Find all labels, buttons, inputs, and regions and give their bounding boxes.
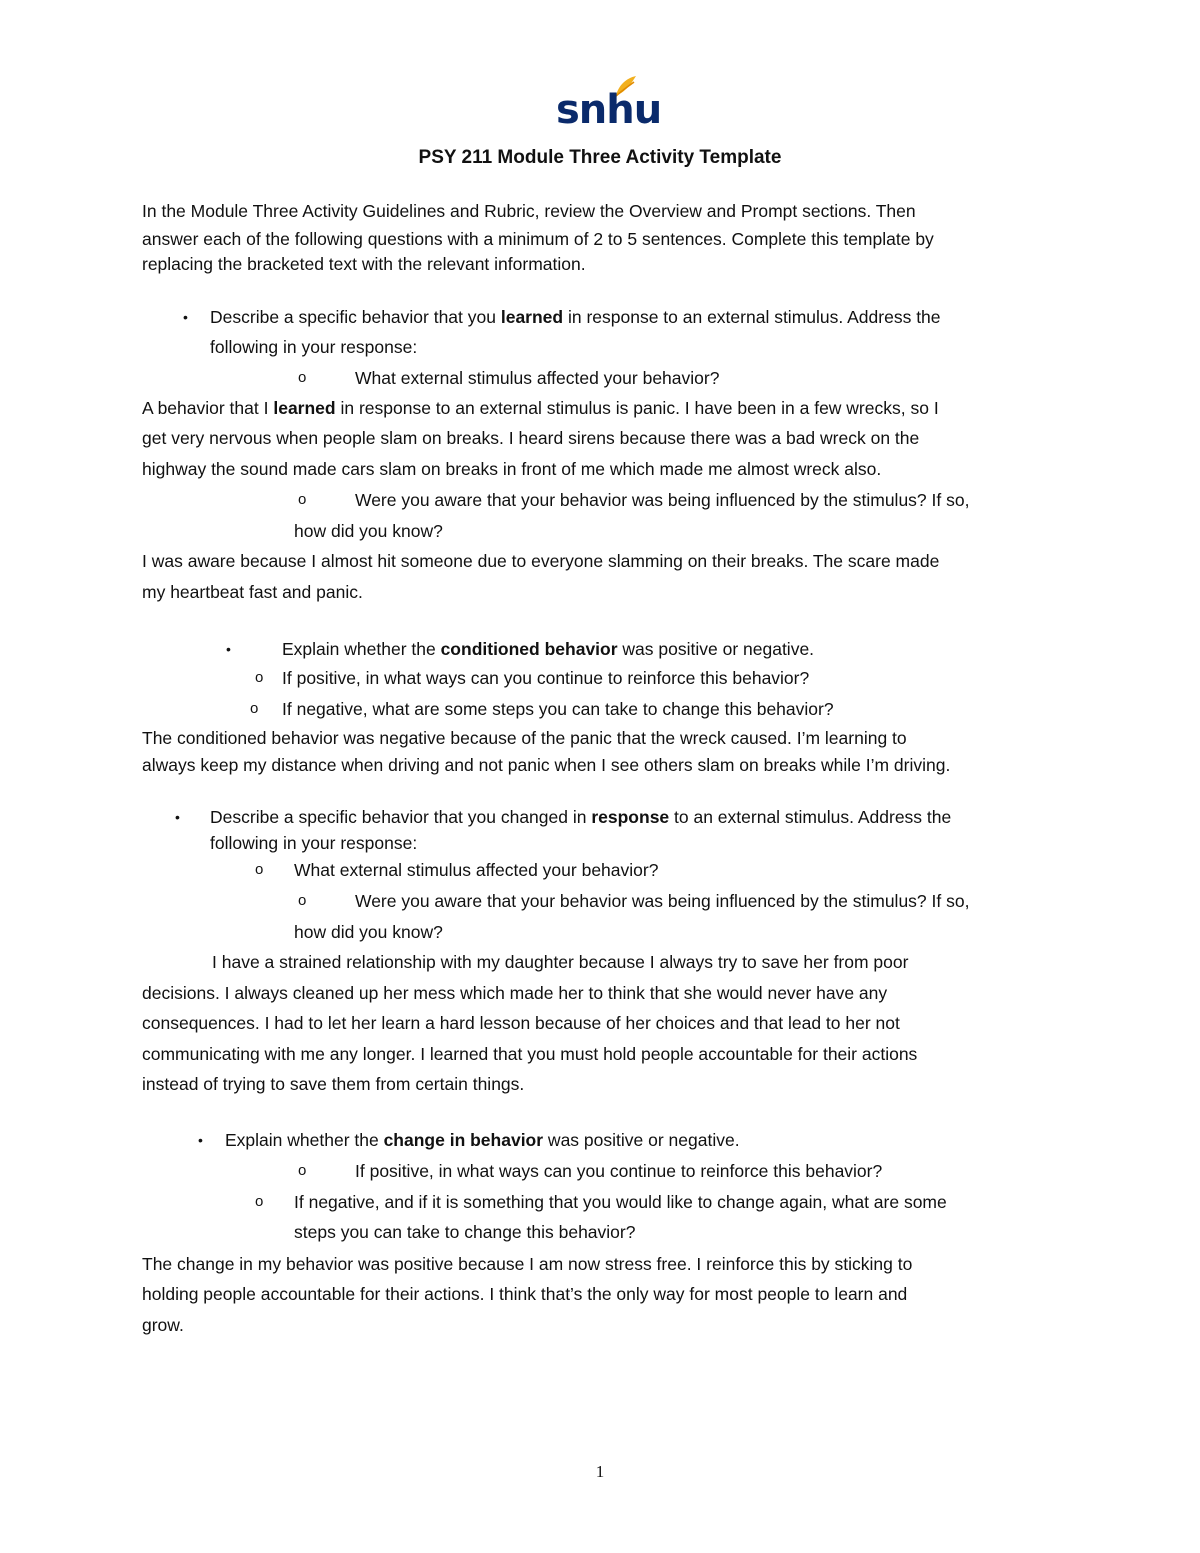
question-text: Explain whether the [282, 639, 441, 659]
intro-line: replacing the bracketed text with the relevant information. [142, 254, 586, 274]
question-1-line2: following in your response: [210, 337, 418, 357]
page-title: PSY 211 Module Three Activity Template [418, 147, 782, 168]
answer-line [142, 396, 939, 420]
sub-question: If positive, in what ways can you continue to reinforce this behavior? [355, 1161, 883, 1181]
sub-bullet-icon: o [298, 1162, 307, 1179]
answer-line: I was aware because I almost hit someone due to everyone slamming on their breaks. The scare made [142, 551, 940, 571]
answer-line: always keep my distance when driving and not panic when I see others slam on breaks while I’m driving. [142, 755, 951, 775]
bullet-icon: • [183, 309, 188, 325]
sub-bullet-icon: o [298, 369, 307, 386]
question-text: in response to an external stimulus. Address the [563, 307, 941, 327]
bullet-icon: • [175, 809, 180, 825]
answer-emphasis: learned [273, 398, 336, 418]
answer-line: grow. [142, 1315, 184, 1335]
sub-question: If negative, what are some steps you can take to change this behavior? [282, 699, 834, 719]
sub-bullet-icon: o [255, 669, 264, 686]
sub-bullet-icon: o [298, 491, 307, 508]
bullet-icon: • [198, 1132, 203, 1148]
sub-question: Were you aware that your behavior was being influenced by the stimulus? If so, [355, 490, 970, 510]
question-4 [225, 1128, 740, 1152]
intro-line: answer each of the following questions with a minimum of 2 to 5 sentences. Complete this template by [142, 229, 934, 249]
question-text: Describe a specific behavior that you [210, 307, 501, 327]
sub-bullet-icon: o [250, 700, 259, 717]
snhu-logo [556, 74, 662, 133]
question-emphasis: conditioned behavior [440, 639, 618, 659]
answer-line: holding people accountable for their actions. I think that’s the only way for most people to learn and [142, 1284, 908, 1304]
question-3 [210, 805, 951, 829]
intro-line: In the Module Three Activity Guidelines and Rubric, review the Overview and Prompt sections. Then [142, 201, 916, 221]
sub-bullet-icon: o [255, 861, 264, 878]
answer-line: decisions. I always cleaned up her mess which made her to think that she would never have any [142, 983, 888, 1003]
sub-question: If positive, in what ways can you continue to reinforce this behavior? [282, 668, 810, 688]
sub-question: What external stimulus affected your behavior? [294, 860, 659, 880]
question-text: Explain whether the [225, 1130, 384, 1150]
question-text: Describe a specific behavior that you changed in [210, 807, 592, 827]
logo-wordmark: snhu [556, 87, 662, 133]
answer-line: communicating with me any longer. I learned that you must hold people accountable for their actions [142, 1044, 918, 1064]
question-3-line2: following in your response: [210, 833, 418, 853]
answer-line: The conditioned behavior was negative because of the panic that the wreck caused. I’m learning to [142, 728, 907, 748]
answer-text: in response to an external stimulus is panic. I have been in a few wrecks, so I [335, 398, 939, 418]
answer-line: my heartbeat fast and panic. [142, 582, 363, 602]
answer-text: A behavior that I [142, 398, 274, 418]
sub-question-line2: how did you know? [294, 521, 443, 541]
answer-line: The change in my behavior was positive because I am now stress free. I reinforce this by sticking to [142, 1254, 913, 1274]
sub-bullet-icon: o [298, 892, 307, 909]
question-emphasis: change in behavior [383, 1130, 544, 1150]
question-emphasis: response [591, 807, 670, 827]
question-text: was positive or negative. [543, 1130, 740, 1150]
answer-line: highway the sound made cars slam on breaks in front of me which made me almost wreck also. [142, 459, 882, 479]
question-1 [210, 305, 941, 329]
answer-line: instead of trying to save them from certain things. [142, 1074, 525, 1094]
question-emphasis: learned [500, 307, 564, 327]
sub-question: If negative, and if it is something that you would like to change again, what are some [294, 1192, 947, 1212]
sub-question: What external stimulus affected your behavior? [355, 368, 720, 388]
answer-line: get very nervous when people slam on breaks. I heard sirens because there was a bad wreck on the [142, 428, 920, 448]
sub-question: Were you aware that your behavior was being influenced by the stimulus? If so, [355, 891, 970, 911]
question-2 [282, 637, 814, 661]
bullet-icon: • [226, 641, 231, 657]
answer-line: consequences. I had to let her learn a hard lesson because of her choices and that lead to her not [142, 1013, 900, 1033]
sub-question-line2: how did you know? [294, 922, 443, 942]
sub-bullet-icon: o [255, 1193, 264, 1210]
sub-question-line2: steps you can take to change this behavior? [294, 1222, 636, 1242]
question-text: to an external stimulus. Address the [669, 807, 952, 827]
question-text: was positive or negative. [617, 639, 815, 659]
page-number: 1 [595, 1462, 605, 1481]
answer-line: I have a strained relationship with my daughter because I always try to save her from poor [212, 952, 909, 972]
